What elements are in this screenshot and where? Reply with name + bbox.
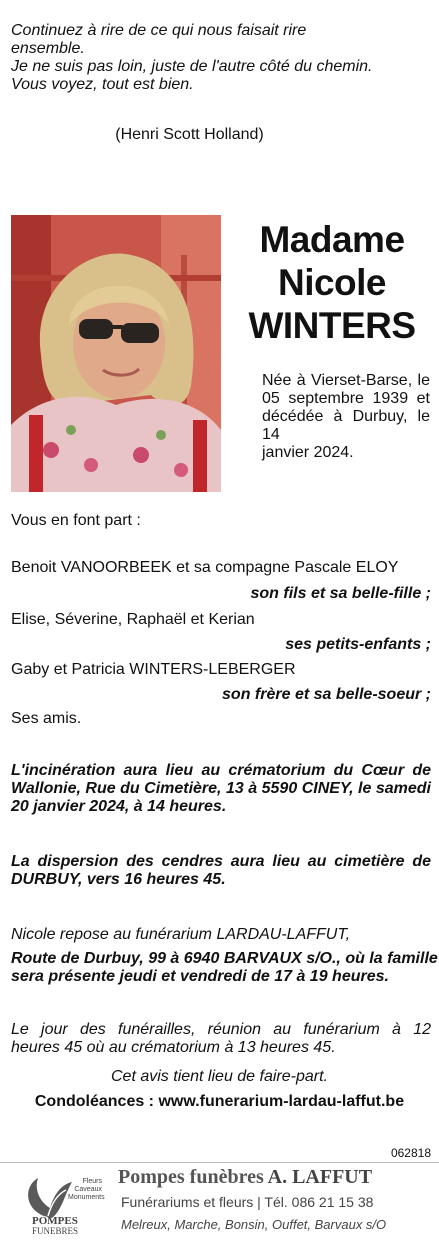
- quote-line: Vous voyez, tout est bien.: [11, 76, 194, 93]
- company-tagline: Funérariums et fleurs | Tél. 086 21 15 38: [121, 1194, 374, 1210]
- repose-line: sera présente jeudi et vendredi de 17 à 19 heures.: [11, 968, 389, 985]
- family-names: Benoit VANOORBEEK et sa compagne Pascale ELOY: [11, 559, 399, 576]
- notice-text: Cet avis tient lieu de faire-part.: [111, 1068, 328, 1085]
- name-line: Nicole: [277, 262, 387, 303]
- repose-line: Route de Durbuy, 99 à 6940 BARVAUX s/O., où la famille: [11, 950, 438, 967]
- family-relation: son fils et sa belle-fille ;: [250, 585, 431, 602]
- company-locations: Melreux, Marche, Bonsin, Ouffet, Barvaux s/O: [121, 1217, 387, 1232]
- portrait-photo: [11, 215, 221, 492]
- birth-line: janvier 2024.: [262, 444, 354, 461]
- quote-author: (Henri Scott Holland): [115, 126, 264, 143]
- intro-text: Vous en font part :: [11, 512, 141, 529]
- funeral-day-info: [11, 1021, 431, 1057]
- quote-line: Continuez à rire de ce qui nous faisait rire: [11, 22, 307, 39]
- company-logo: [14, 1172, 104, 1240]
- name-line: WINTERS: [248, 305, 416, 346]
- company-brand: A. LAFFUT: [267, 1166, 373, 1188]
- ceremony-line: Wallonie, Rue du Cimetière, 13 à 5590 CINEY, le samedi: [11, 780, 431, 797]
- funeral-day-line: Le jour des funérailles, réunion au funérarium à 12: [11, 1021, 431, 1038]
- repose-info: [11, 926, 438, 986]
- quote-line: Je ne suis pas loin, juste de l'autre côté du chemin.: [11, 58, 373, 75]
- dispersion-info: [11, 853, 431, 889]
- logo-small-text: Caveaux: [74, 1186, 102, 1193]
- logo-brand: POMPES: [32, 1215, 78, 1227]
- company-name: [118, 1166, 372, 1189]
- family-relation: son frère et sa belle-soeur ;: [222, 686, 431, 703]
- funeral-day-line: heures 45 où au crématorium à 13 heures 45.: [11, 1039, 336, 1056]
- opening-quote: [11, 22, 431, 94]
- ceremony-info: [11, 762, 431, 816]
- ceremony-line: L'incinération aura lieu au crématorium du Cœur de: [11, 762, 431, 779]
- birth-death-info: [262, 372, 430, 462]
- family-relation: ses petits-enfants ;: [285, 636, 431, 653]
- birth-line: Née à Vierset-Barse, le: [262, 372, 430, 389]
- friends-text: Ses amis.: [11, 710, 82, 727]
- name-line: Madame: [259, 219, 405, 260]
- deceased-name: [240, 218, 424, 347]
- reference-code: 062818: [390, 1146, 431, 1160]
- dispersion-line: DURBUY, vers 16 heures 45.: [11, 871, 226, 888]
- family-names: Elise, Séverine, Raphaël et Kerian: [11, 611, 255, 628]
- logo-brand: FUNEBRES: [32, 1226, 79, 1236]
- family-names: Gaby et Patricia WINTERS-LEBERGER: [11, 661, 296, 678]
- repose-line: Nicole repose au funérarium LARDAU-LAFFUT,: [11, 926, 351, 943]
- quote-line: ensemble.: [11, 40, 85, 57]
- birth-line: 05 septembre 1939 et: [262, 390, 430, 407]
- condolences-link[interactable]: Condoléances : www.funerarium-lardau-laffut.be: [34, 1093, 405, 1110]
- dispersion-line: La dispersion des cendres aura lieu au cimetière de: [11, 853, 431, 870]
- company-prefix: Pompes funèbres: [118, 1166, 268, 1188]
- logo-small-text: Monuments: [68, 1194, 105, 1201]
- logo-small-text: Fleurs: [82, 1178, 102, 1185]
- ceremony-line: 20 janvier 2024, à 14 heures.: [11, 798, 227, 815]
- birth-line: décédée à Durbuy, le 14: [262, 408, 430, 443]
